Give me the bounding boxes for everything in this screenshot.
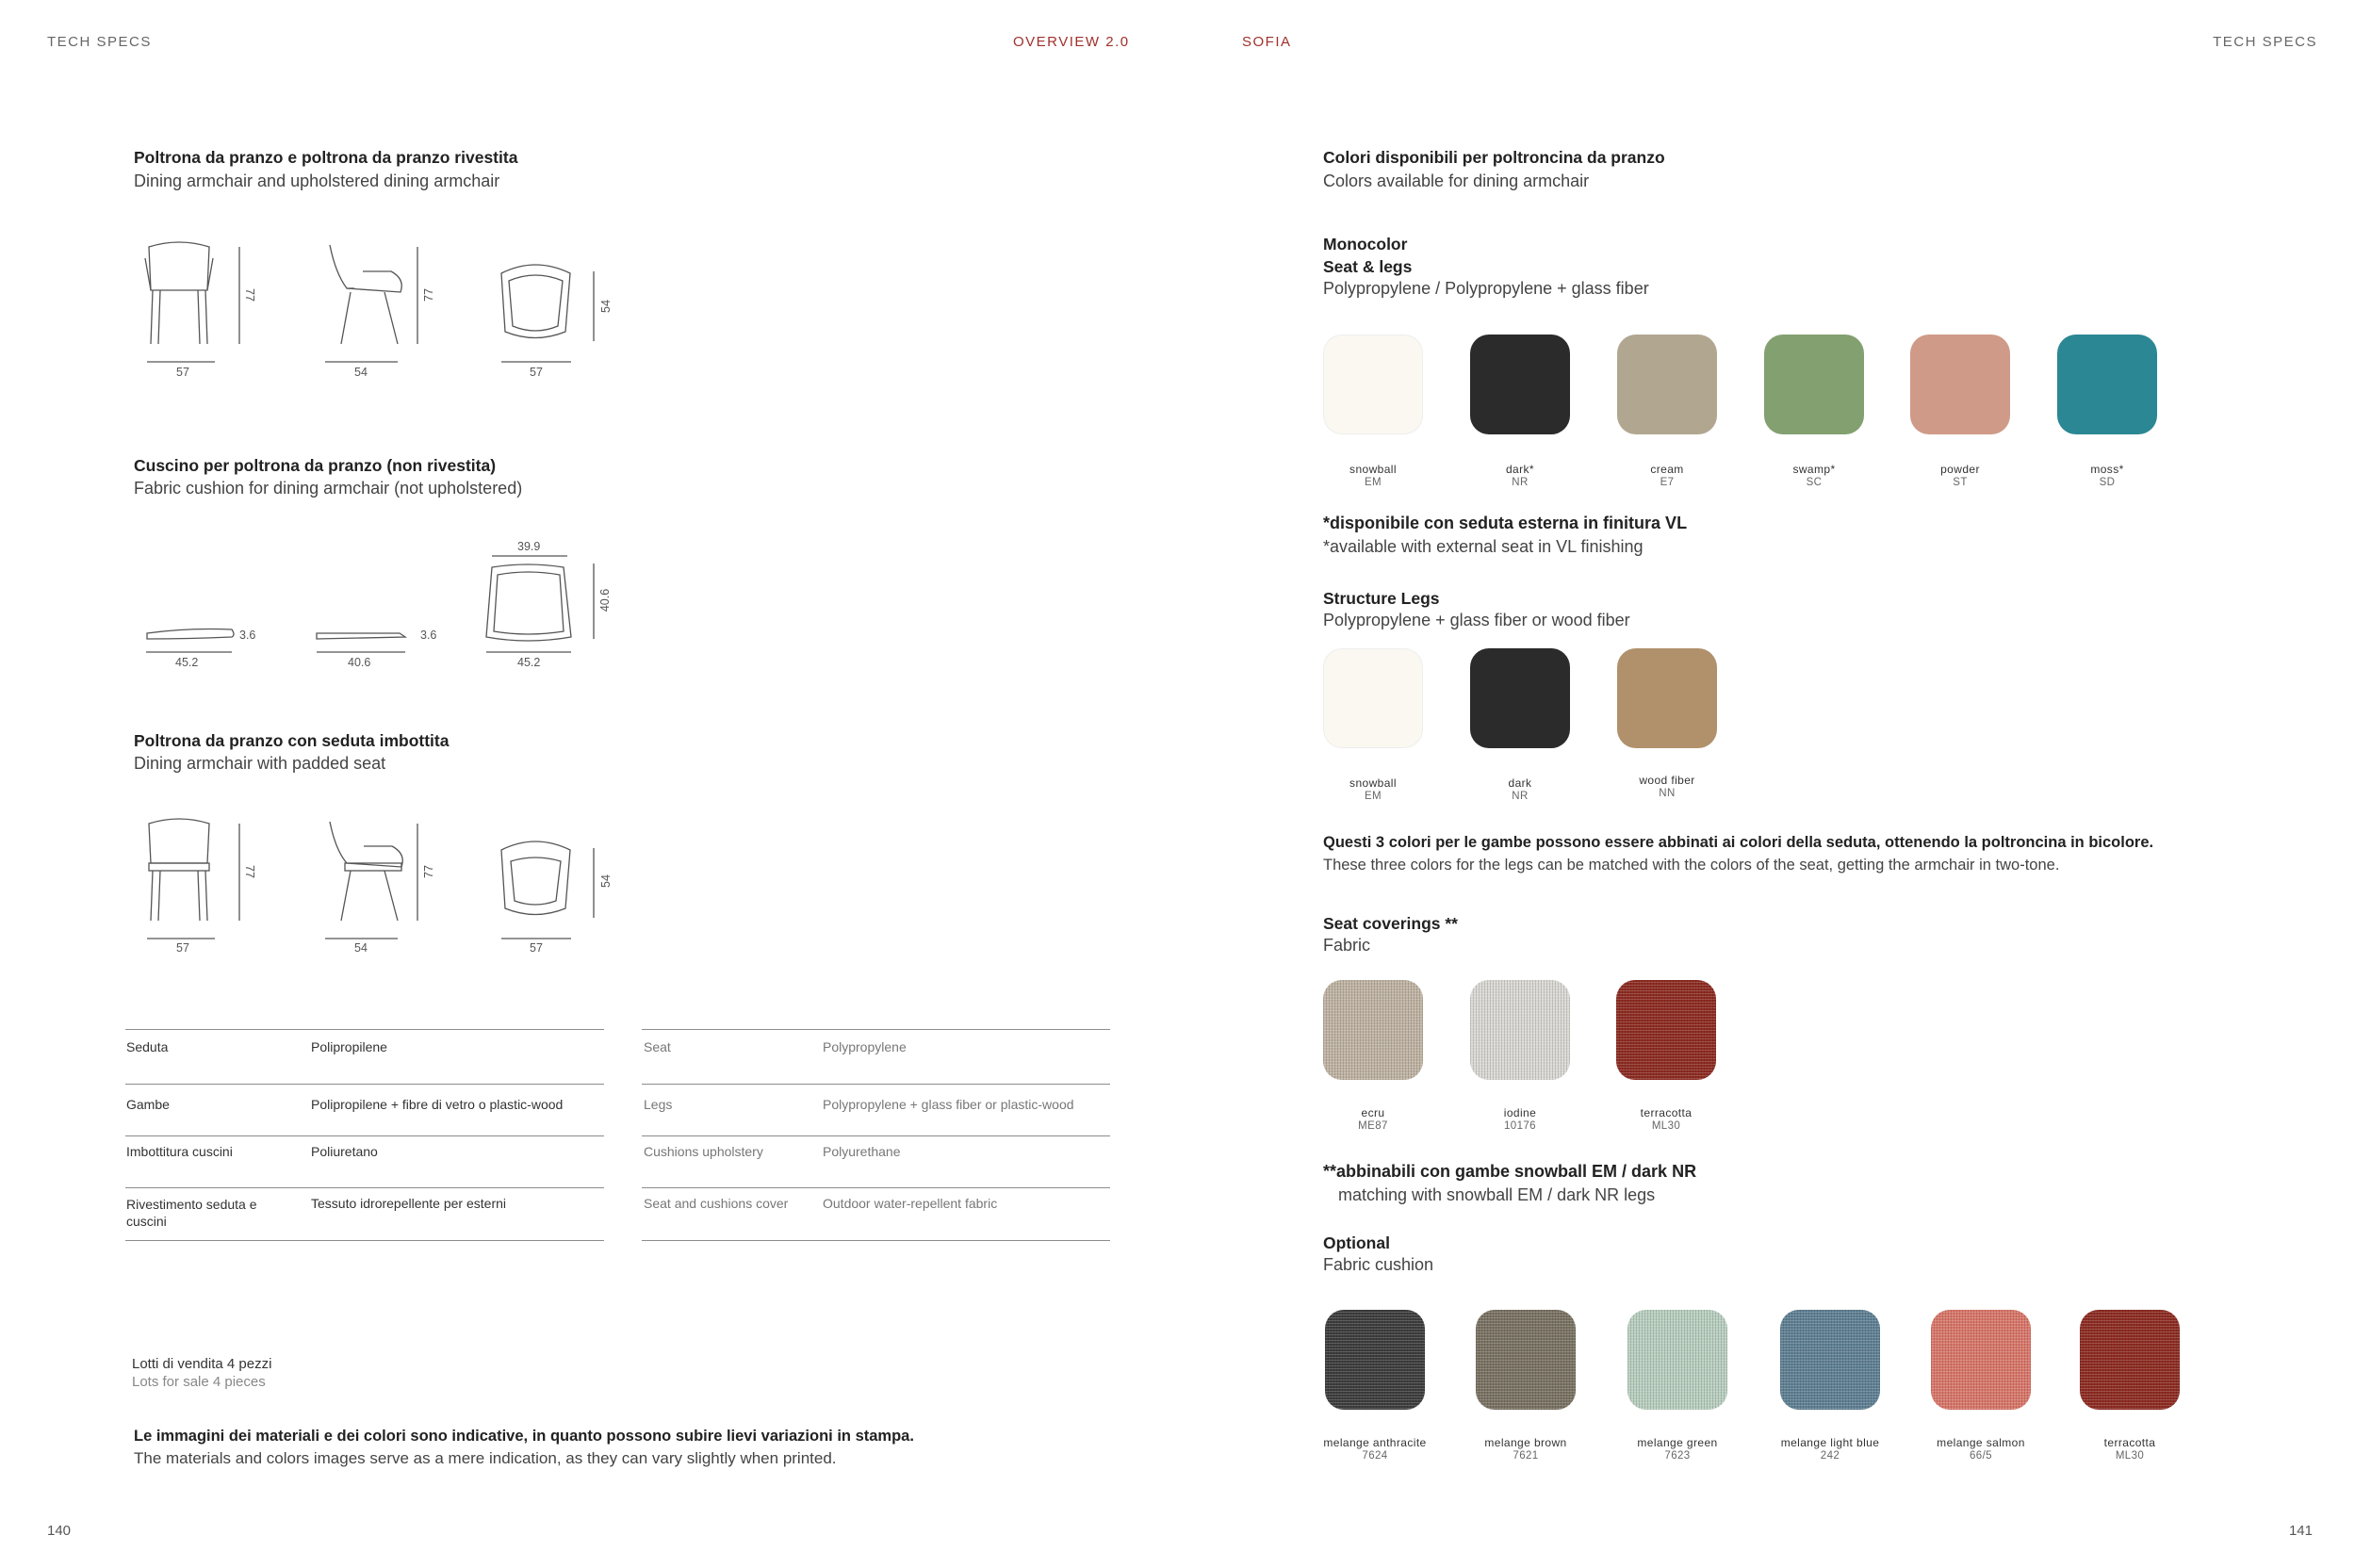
colors-title-en: Colors available for dining armchair — [1323, 172, 1590, 190]
seat-coverings-sub: Fabric — [1323, 936, 1371, 955]
spec-value: Poliuretano — [311, 1144, 378, 1159]
cushion-b-drawing — [317, 633, 405, 639]
swatch-melange-salmon — [1931, 1310, 2031, 1410]
section2-title-it: Cuscino per poltrona da pranzo (non rivestita) — [134, 456, 497, 475]
swatch-label: snowball EM — [1349, 463, 1397, 488]
optional-sub: Fabric cushion — [1323, 1255, 1434, 1274]
cushion-a-width-dim: 45.2 — [175, 656, 199, 669]
swatch-melange-light-blue — [1780, 1310, 1880, 1410]
disclaimer-it: Le immagini dei materiali e dei colori sono indicative, in quanto possono subire lievi variazioni in stampa. — [134, 1428, 914, 1445]
spec-value: Polipropilene + fibre di vetro o plastic-wood — [311, 1097, 564, 1112]
front-width-dim: 57 — [176, 366, 189, 379]
section1-title-it: Poltrona da pranzo e poltrona da pranzo rivestita — [134, 148, 518, 167]
spec-value: Polyurethane — [823, 1144, 901, 1159]
padded-armchair-technical-drawings — [132, 812, 641, 963]
section3-title-it: Poltrona da pranzo con seduta imbottita — [134, 731, 450, 750]
swatch-dark — [1470, 335, 1570, 434]
swatch-cream — [1617, 335, 1717, 434]
spec-value: Polypropylene + glass fiber or plastic-wood — [823, 1097, 1074, 1112]
spec-key: Seat — [644, 1039, 671, 1054]
swatch-melange-brown — [1476, 1310, 1576, 1410]
cushion-c-top-dim: 39.9 — [517, 540, 541, 553]
top-view-drawing — [501, 265, 594, 362]
cushion-a-thickness-dim: 3.6 — [239, 629, 256, 642]
side-view-drawing — [325, 245, 417, 362]
swatch-label: dark* NR — [1505, 463, 1534, 488]
cushion-b-thickness-dim: 3.6 — [420, 629, 437, 642]
section3-title-en: Dining armchair with padded seat — [134, 754, 386, 773]
armchair-technical-drawings — [132, 236, 641, 386]
bicolor-note-it: Questi 3 colori per le gambe possono essere abbinati ai colori della seduta, ottenendo la poltroncina in bicolore. — [1323, 834, 2154, 851]
side-height-dim: 77 — [421, 288, 435, 302]
padded-front-width-dim: 57 — [176, 941, 189, 955]
spec-value: Outdoor water-repellent fabric — [823, 1196, 998, 1211]
page-number-right: 141 — [2288, 1523, 2313, 1539]
swatch-label: terracotta ML30 — [2103, 1436, 2156, 1462]
padded-front-view-drawing — [147, 819, 239, 939]
padded-side-height-dim: 77 — [421, 865, 435, 878]
swatch-melange-anthracite — [1325, 1310, 1425, 1410]
monocolor-heading: Monocolor — [1323, 235, 1408, 253]
padded-side-view-drawing — [325, 822, 417, 939]
swatch-label: snowball EM — [1349, 776, 1397, 802]
optional-heading: Optional — [1323, 1233, 1390, 1252]
cushion-a-drawing — [147, 629, 234, 640]
spec-key: Gambe — [126, 1097, 170, 1112]
swatch-iodine — [1470, 980, 1570, 1080]
disclaimer-en: The materials and colors images serve as a mere indication, as they can vary slightly when printed. — [134, 1449, 837, 1467]
swatch-label: wood fiber NN — [1639, 774, 1695, 799]
swatch-label: moss* SD — [2090, 463, 2124, 488]
match-note-it: **abbinabili con gambe snowball EM / dark NR — [1323, 1162, 1697, 1181]
swatch-label: terracotta ML30 — [1640, 1106, 1693, 1132]
swatch-label: iodine 10176 — [1503, 1106, 1537, 1132]
swatch-label: melange brown 7621 — [1484, 1436, 1567, 1462]
spec-key: Seduta — [126, 1039, 169, 1054]
top-width-dim: 57 — [530, 366, 543, 379]
monocolor-sub: Polypropylene / Polypropylene + glass fiber — [1323, 279, 1649, 298]
front-view-drawing — [145, 242, 239, 362]
structure-legs-sub: Polypropylene + glass fiber or wood fiber — [1323, 611, 1630, 629]
header-right-section: TECH SPECS — [2213, 34, 2317, 50]
cushion-technical-drawings — [132, 547, 641, 660]
header-overview: OVERVIEW 2.0 — [1013, 34, 1130, 50]
seat-coverings-heading: Seat coverings ** — [1323, 914, 1458, 933]
swatch-label: cream E7 — [1650, 463, 1684, 488]
swatch-ecru — [1323, 980, 1423, 1080]
swatch-label: powder ST — [1940, 463, 1980, 488]
padded-top-depth-dim: 54 — [598, 874, 613, 888]
side-width-dim: 54 — [354, 366, 368, 379]
swatch-label: ecru ME87 — [1358, 1106, 1388, 1132]
spec-key: Rivestimento seduta e cuscini — [126, 1197, 257, 1229]
swatch-legs-snowball — [1323, 648, 1423, 748]
swatch-label: dark NR — [1508, 776, 1532, 802]
spec-key: Imbottitura cuscini — [126, 1144, 233, 1159]
swatch-moss — [2057, 335, 2157, 434]
padded-top-view-drawing — [501, 841, 594, 939]
match-note-en: matching with snowball EM / dark NR legs — [1338, 1185, 1656, 1204]
cushion-c-width-dim: 45.2 — [517, 656, 541, 669]
swatch-label: melange light blue 242 — [1780, 1436, 1880, 1462]
swatch-label: melange green 7623 — [1637, 1436, 1718, 1462]
swatch-label: melange anthracite 7624 — [1323, 1436, 1427, 1462]
header-product: SOFIA — [1242, 34, 1292, 50]
spec-value: Polipropilene — [311, 1039, 387, 1054]
swatch-legs-dark — [1470, 648, 1570, 748]
swatch-terracotta — [1616, 980, 1716, 1080]
swatch-legs-wood-fiber — [1617, 648, 1717, 748]
swatch-optional-terracotta — [2080, 1310, 2180, 1410]
spec-key: Legs — [644, 1097, 673, 1112]
seat-legs-heading: Seat & legs — [1323, 257, 1413, 276]
front-height-dim: 77 — [242, 288, 256, 302]
spec-key: Seat and cushions cover — [644, 1196, 789, 1211]
cushion-c-drawing — [486, 564, 571, 641]
lots-it: Lotti di vendita 4 pezzi — [132, 1356, 272, 1372]
swatch-label: melange salmon 66/5 — [1937, 1436, 2025, 1462]
cushion-b-width-dim: 40.6 — [348, 656, 371, 669]
swatch-label: swamp* SC — [1792, 463, 1836, 488]
header-left-section: TECH SPECS — [47, 34, 152, 50]
spec-value: Polypropylene — [823, 1039, 907, 1054]
vl-note-it: *disponibile con seduta esterna in finitura VL — [1323, 514, 1688, 532]
page-number-left: 140 — [47, 1523, 72, 1539]
cushion-c-depth-dim: 40.6 — [598, 588, 613, 612]
swatch-melange-green — [1627, 1310, 1727, 1410]
padded-side-width-dim: 54 — [354, 941, 368, 955]
swatch-powder — [1910, 335, 2010, 434]
swatch-snowball — [1323, 335, 1423, 434]
section1-title-en: Dining armchair and upholstered dining armchair — [134, 172, 500, 190]
colors-title-it: Colori disponibili per poltroncina da pranzo — [1323, 148, 1665, 167]
padded-top-width-dim: 57 — [530, 941, 543, 955]
swatch-swamp — [1764, 335, 1864, 434]
padded-front-height-dim: 77 — [242, 865, 256, 878]
spec-key: Cushions upholstery — [644, 1144, 763, 1159]
top-depth-dim: 54 — [598, 300, 613, 313]
section2-title-en: Fabric cushion for dining armchair (not upholstered) — [134, 479, 523, 498]
vl-note-en: *available with external seat in VL finishing — [1323, 537, 1644, 556]
spec-value: Tessuto idrorepellente per esterni — [311, 1196, 507, 1211]
structure-legs-heading: Structure Legs — [1323, 589, 1440, 608]
lots-en: Lots for sale 4 pieces — [132, 1374, 266, 1390]
bicolor-note-en: These three colors for the legs can be matched with the colors of the seat, getting the armchair in two-tone. — [1323, 857, 2060, 874]
